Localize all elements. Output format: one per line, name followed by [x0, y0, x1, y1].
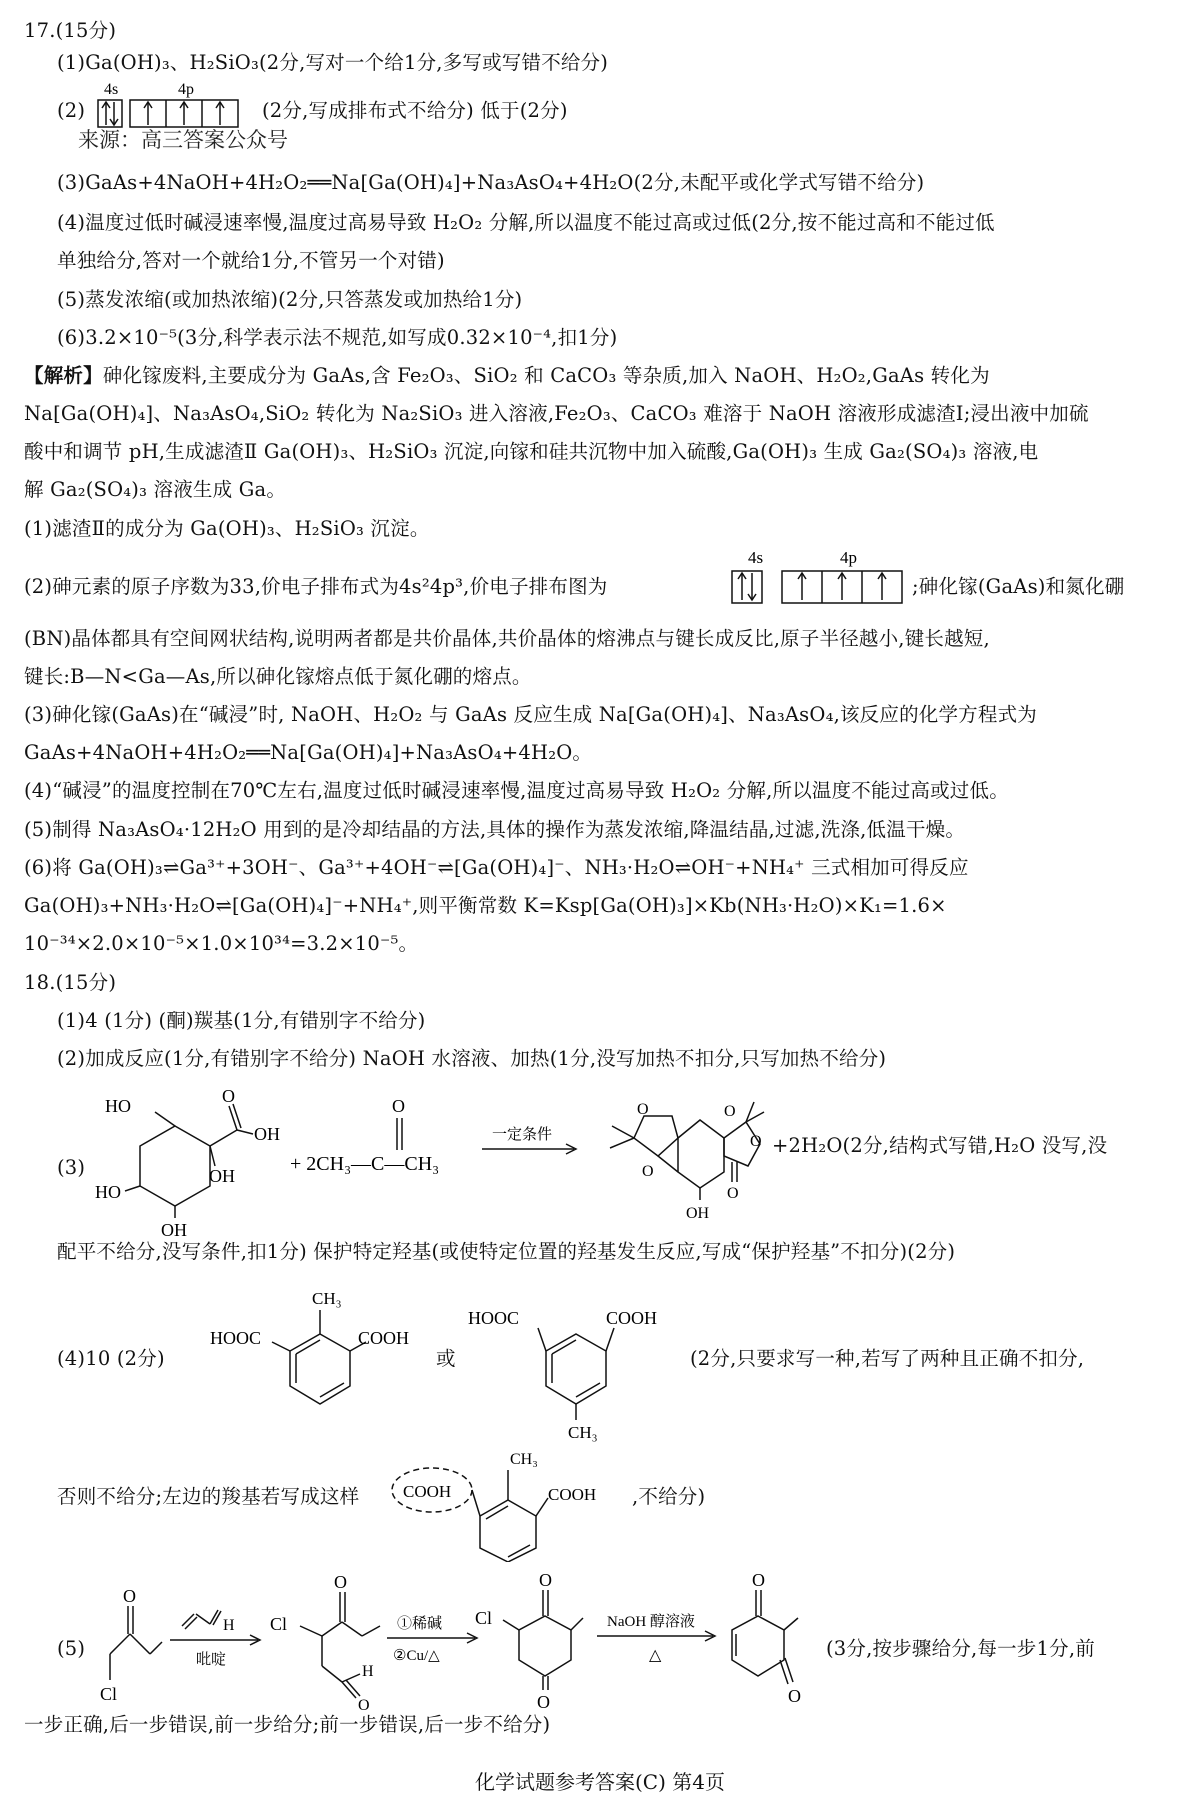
q18-answer-4-number: (4)10 (2分): [57, 1347, 165, 1370]
label-o: O: [642, 1163, 654, 1180]
q18-answer-5-text: (3分,按步骤给分,每一步1分,前: [826, 1637, 1095, 1660]
q18-answer-1: (1)4 (1分) (酮)羰基(1分,有错别字不给分): [57, 1009, 426, 1032]
reaction-arrow-acrolein: [168, 1596, 268, 1678]
explain-3-line1: (3)砷化镓(GaAs)在“碱浸”时, NaOH、H₂O₂ 与 GaAs 反应生成 Na[Ga(OH)₄]、Na₃AsO₄,该反应的化学方程式为: [24, 703, 1037, 726]
label-oh: OH: [686, 1205, 710, 1222]
q17-answer-5: (5)蒸发浓缩(或加热浓缩)(2分,只答蒸发或加热给1分): [57, 288, 523, 311]
explain-6-line2: Ga(OH)₃+NH₃·H₂O⇌[Ga(OH)₄]⁻+NH₄⁺,则平衡常数 K=Ksp[Ga(OH)₃]×Kb(NH₃·H₂O)×K₁=1.6×: [24, 894, 947, 917]
label-cooh: COOH: [403, 1482, 452, 1501]
label-cooh: COOH: [606, 1308, 658, 1328]
label-h: H: [362, 1663, 374, 1680]
q17-answer-4-line2: 单独给分,答对一个就给1分,不管另一个对错): [57, 249, 445, 272]
orbital-label-4p: 4p: [840, 548, 857, 567]
chloroketone-structure: [100, 1584, 170, 1708]
q17-heading: 17.(15分): [24, 19, 117, 42]
orbital-diagram-answer: [88, 80, 256, 130]
q18-answer-3-line2: 配平不给分,没写条件,扣1分) 保护特定羟基(或使特定位置的羟基发生反应,写成“保护羟基”不扣分)(2分): [57, 1240, 956, 1263]
or-text: 或: [436, 1347, 456, 1370]
explain-5: (5)制得 Na₃AsO₄·12H₂O 用到的是冷却结晶的方法,具体的操作为蒸发浓缩,降温结晶,过滤,洗涤,低温干燥。: [24, 818, 966, 841]
enone-product-structure: [712, 1568, 822, 1708]
analysis-line-1: 砷化镓废料,主要成分为 GaAs,含 Fe₂O₃、SiO₂ 和 CaCO₃ 等杂质,加入 NaOH、H₂O₂,GaAs 转化为: [102, 364, 990, 387]
label-cl: Cl: [475, 1608, 493, 1628]
heat-label: △: [649, 1647, 662, 1664]
condition-label: 一定条件: [492, 1127, 553, 1143]
pyridine-label: 吡啶: [196, 1652, 227, 1668]
dilute-base-label: ①稀碱: [397, 1616, 443, 1632]
quinic-acid-structure: [95, 1088, 285, 1238]
analysis-line-3: 酸中和调节 pH,生成滤渣Ⅱ Ga(OH)₃、H₂SiO₃ 沉淀,向镓和硅共沉物中加入硫酸,Ga(OH)₃ 生成 Ga₂(SO₄)₃ 溶液,电: [24, 440, 1039, 463]
q17-answer-3: (3)GaAs+4NaOH+4H₂O₂══Na[Ga(OH)₄]+Na₃AsO₄+4H₂O(2分,未配平或化学式写错不给分): [57, 171, 925, 194]
label-h: H: [223, 1617, 235, 1634]
acetone-reagent: [290, 1090, 480, 1180]
label-oh: OH: [161, 1220, 187, 1238]
reaction-arrow-3: [480, 1125, 580, 1165]
label-ho: HO: [105, 1096, 131, 1116]
explain-2-prefix: (2)砷元素的原子序数为33,价电子排布式为4s²4p³,价电子排布图为: [24, 575, 608, 598]
label-ch3: CH₃: [510, 1451, 538, 1468]
label-o: O: [788, 1686, 801, 1706]
incorrect-carboxyl-structure: [390, 1442, 640, 1562]
label-o: O: [752, 1570, 765, 1590]
reaction-arrow-base-cu: [385, 1610, 485, 1676]
label-ch3: CH₃: [568, 1423, 598, 1442]
label-o: O: [539, 1570, 552, 1590]
label-o: O: [123, 1586, 136, 1606]
orbital-label-4s: 4s: [104, 81, 119, 98]
q17-answer-1: (1)Ga(OH)₃、H₂SiO₃(2分,写对一个给1分,多写或写错不给分): [57, 51, 609, 74]
label-ch3: CH₃: [312, 1289, 342, 1308]
q18-answer-4-line2-prefix: 否则不给分;左边的羧基若写成这样: [57, 1485, 360, 1508]
analysis-line-4: 解 Ga₂(SO₄)₃ 溶液生成 Ga。: [24, 478, 287, 501]
q18-answer-3-number: (3): [57, 1156, 86, 1179]
label-o: O: [537, 1692, 550, 1708]
explain-2-line2: (BN)晶体都具有空间网状结构,说明两者都是共价晶体,共价晶体的熔沸点与键长成反比,原子半径越小,键长越短,: [24, 627, 990, 650]
label-o: O: [637, 1101, 649, 1118]
label-o: O: [358, 1697, 370, 1710]
q18-answer-4-line2-suffix: ,不给分): [632, 1485, 706, 1508]
isomer-structure-1: [210, 1284, 440, 1434]
label-hooc: HOOC: [210, 1328, 262, 1348]
isomer-structure-2: [468, 1284, 688, 1444]
label-cooh: COOH: [548, 1485, 597, 1504]
protected-product-structure: [582, 1076, 772, 1226]
explain-6-line3: 10⁻³⁴×2.0×10⁻⁵×1.0×10³⁴=3.2×10⁻⁵。: [24, 932, 419, 955]
source-watermark: 来源：高三答案公众号: [78, 128, 288, 152]
q18-answer-5-line2: 一步正确,后一步错误,前一步给分;前一步错误,后一步不给分): [24, 1713, 551, 1736]
label-oh: OH: [254, 1124, 280, 1144]
q18-heading: 18.(15分): [24, 971, 117, 994]
label-cooh: COOH: [358, 1328, 410, 1348]
label-o: O: [222, 1088, 235, 1106]
orbital-label-4s: 4s: [748, 548, 764, 567]
explain-4: (4)“碱浸”的温度控制在70℃左右,温度过低时碱浸速率慢,温度过高易导致 H₂O₂ 分解,所以温度不能过高或过低。: [24, 779, 1009, 802]
label-o: O: [392, 1096, 405, 1116]
q17-answer-4-line1: (4)温度过低时碱浸速率慢,温度过高易导致 H₂O₂ 分解,所以温度不能过高或过低(2分,按不能过高和不能过低: [57, 211, 995, 234]
label-hooc: HOOC: [468, 1308, 520, 1328]
q18-answer-3-text: +2H₂O(2分,结构式写错,H₂O 没写,没: [772, 1134, 1108, 1157]
label-o: O: [724, 1103, 736, 1120]
label-o: O: [750, 1133, 762, 1150]
michael-adduct-structure: [270, 1570, 390, 1710]
reaction-arrow-elimination: [595, 1606, 725, 1676]
q18-answer-5-number: (5): [57, 1637, 86, 1660]
explain-2-suffix: ;砷化镓(GaAs)和氮化硼: [912, 575, 1125, 598]
explain-6-line1: (6)将 Ga(OH)₃⇌Ga³⁺+3OH⁻、Ga³⁺+4OH⁻⇌[Ga(OH)₄]⁻、NH₃·H₂O⇌OH⁻+NH₄⁺ 三式相加可得反应: [24, 856, 969, 879]
explain-1: (1)滤渣Ⅱ的成分为 Ga(OH)₃、H₂SiO₃ 沉淀。: [24, 517, 430, 540]
orbital-diagram-explain: [728, 543, 908, 607]
q17-answer-2-prefix: (2): [57, 99, 86, 122]
label-cl: Cl: [270, 1614, 288, 1634]
label-o: O: [334, 1572, 347, 1592]
label-cl: Cl: [100, 1684, 118, 1704]
page-footer: 化学试题参考答案(C) 第4页: [475, 1770, 725, 1794]
chloro-diketone-structure: [475, 1568, 585, 1708]
orbital-label-4p: 4p: [178, 81, 194, 98]
q18-answer-4-text: (2分,只要求写一种,若写了两种且正确不扣分,: [690, 1347, 1085, 1370]
label-ho: HO: [95, 1182, 121, 1202]
q18-answer-2: (2)加成反应(1分,有错别字不给分) NaOH 水溶液、加热(1分,没写加热不扣分,只写加热不给分): [57, 1047, 887, 1070]
q17-answer-2: (2分,写成排布式不给分) 低于(2分): [262, 99, 568, 122]
label-o: O: [727, 1185, 739, 1202]
q17-answer-6: (6)3.2×10⁻⁵(3分,科学表示法不规范,如写成0.32×10⁻⁴,扣1分): [57, 326, 618, 349]
acetone-formula: + 2CH₃—C—CH₃: [290, 1153, 440, 1175]
analysis-line-2: Na[Ga(OH)₄]、Na₃AsO₄,SiO₂ 转化为 Na₂SiO₃ 进入溶液,Fe₂O₃、CaCO₃ 难溶于 NaOH 溶液形成滤渣Ⅰ;浸出液中加硫: [24, 402, 1089, 425]
label-oh: OH: [209, 1166, 235, 1186]
analysis-tag: 【解析】: [24, 364, 103, 387]
cu-heat-label: ②Cu/△: [393, 1648, 440, 1664]
naoh-alcohol-label: NaOH 醇溶液: [607, 1614, 695, 1630]
explain-3-line2: GaAs+4NaOH+4H₂O₂══Na[Ga(OH)₄]+Na₃AsO₄+4H₂O。: [24, 741, 593, 764]
explain-2-line3: 键长:B—N<Ga—As,所以砷化镓熔点低于氮化硼的熔点。: [24, 665, 532, 688]
